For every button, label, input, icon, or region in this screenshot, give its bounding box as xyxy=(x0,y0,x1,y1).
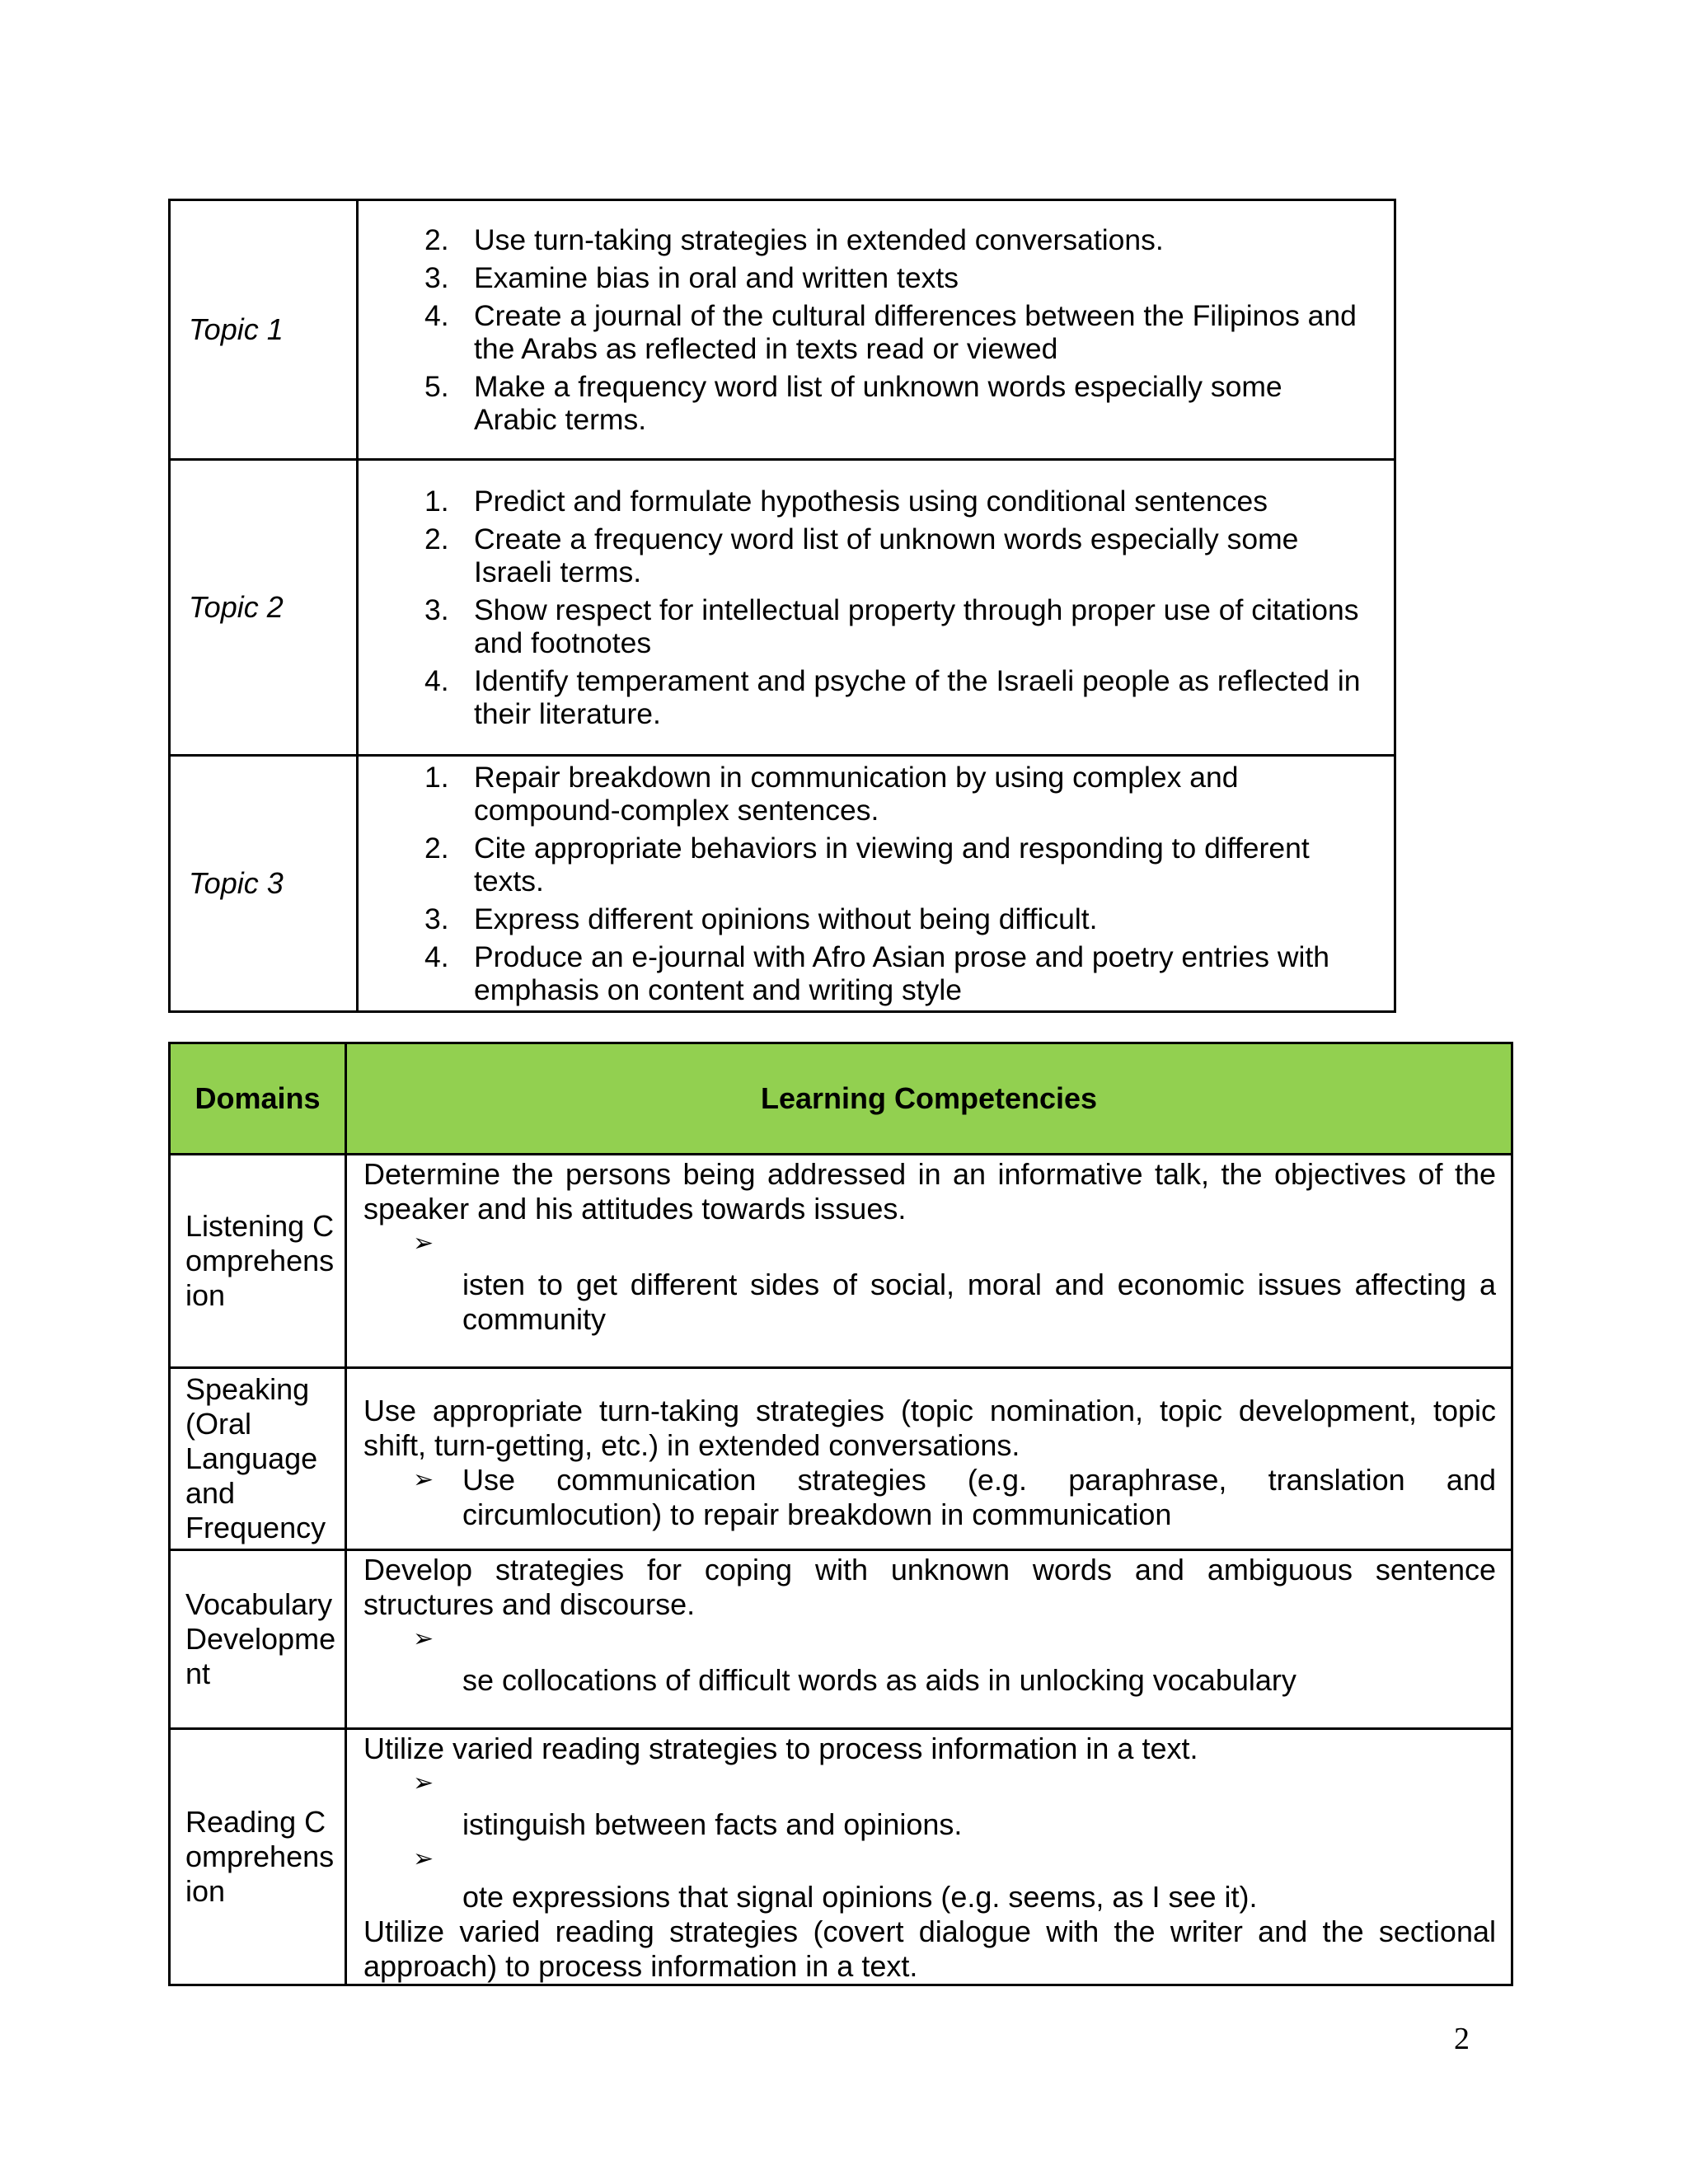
domains-table xyxy=(168,1042,1513,1986)
competency-item: 4. Create a journal of the cultural differences between the Filipinos and the Arabs as reflected in texts read or viewed xyxy=(424,299,1357,365)
topic-competencies xyxy=(358,460,1395,756)
header-learning-competencies: Learning Competencies xyxy=(346,1043,1512,1155)
topic-row xyxy=(170,460,1395,756)
competency-item: 2. Create a frequency word list of unknown words especially some Israeli terms. xyxy=(424,523,1299,588)
bullet-item xyxy=(363,1463,1496,1532)
topic-label: Topic 2 xyxy=(170,460,358,756)
bullet-item xyxy=(363,1226,1496,1337)
domain-competencies xyxy=(346,1368,1512,1550)
competency-item: 3. Examine bias in oral and written texts xyxy=(424,261,959,294)
arrow-bullet-icon: ➢ xyxy=(413,1845,434,1872)
competency-text: Develop strategies for coping with unknown words and ambiguous sentence structures and discourse. xyxy=(363,1553,1496,1621)
domain-row-vocabulary xyxy=(170,1550,1512,1729)
topic-row xyxy=(170,200,1395,460)
domain-row-listening xyxy=(170,1155,1512,1368)
competency-text: Utilize varied reading strategies to process information in a text. xyxy=(363,1732,1198,1765)
domain-competencies xyxy=(346,1550,1512,1729)
domains-header-row xyxy=(170,1043,1512,1155)
domain-name: Listening Comprehension xyxy=(170,1155,346,1368)
competency-list xyxy=(359,223,1394,436)
competency-item: 4. Produce an e-journal with Afro Asian prose and poetry entries with emphasis on content and writing style xyxy=(424,940,1329,1006)
competency-text: Determine the persons being addressed in an informative talk, the objectives of the speaker and his attitudes towards issues. xyxy=(363,1157,1496,1226)
bullet-text: se collocations of difficult words as aids in unlocking vocabulary xyxy=(462,1663,1296,1697)
domain-name: Speaking (Oral Language and Frequency xyxy=(170,1368,346,1550)
competency-item: 2. Cite appropriate behaviors in viewing and responding to different texts. xyxy=(424,832,1310,898)
arrow-bullet-icon: ➢ xyxy=(413,1230,434,1257)
arrow-bullet-icon: ➢ xyxy=(413,1466,434,1493)
topic-competencies xyxy=(358,200,1395,460)
competency-list xyxy=(359,485,1394,730)
competency-item: 3. Express different opinions without being difficult. xyxy=(424,902,1098,935)
domain-name: Vocabulary Development xyxy=(170,1550,346,1729)
topics-table xyxy=(168,199,1396,1013)
competency-text: Utilize varied reading strategies (covert dialogue with the writer and the sectional approach) to process information in a text. xyxy=(363,1915,1496,1983)
bullet-item xyxy=(363,1842,1496,1915)
competency-item: 3. Show respect for intellectual property through proper use of citations and footnotes xyxy=(424,593,1359,659)
arrow-bullet-icon: ➢ xyxy=(413,1625,434,1652)
page-number: 2 xyxy=(1454,2022,1470,2056)
bullet-item xyxy=(363,1622,1496,1698)
bullet-text: isten to get different sides of social, moral and economic issues affecting a community xyxy=(462,1268,1496,1336)
competency-item: 1. Repair breakdown in communication by using complex and compound-complex sentences. xyxy=(424,761,1239,827)
domain-name: Reading Comprehension xyxy=(170,1729,346,1985)
competency-text: Use appropriate turn-taking strategies (topic nomination, topic development, topic shift, turn-getting, etc.) in extended conversations. xyxy=(363,1394,1496,1462)
topic-row xyxy=(170,756,1395,1012)
arrow-bullet-icon: ➢ xyxy=(413,1769,434,1797)
bullet-text: istinguish between facts and opinions. xyxy=(462,1807,963,1841)
competency-item: 5. Make a frequency word list of unknown words especially some Arabic terms. xyxy=(424,370,1282,436)
bullet-text: ote expressions that signal opinions (e.g. seems, as I see it). xyxy=(462,1880,1258,1914)
domain-row-reading xyxy=(170,1729,1512,1985)
competency-item: 4. Identify temperament and psyche of the Israeli people as reflected in their literature. xyxy=(424,664,1361,730)
domain-competencies xyxy=(346,1155,1512,1368)
topic-label: Topic 1 xyxy=(170,200,358,460)
topic-competencies xyxy=(358,756,1395,1012)
domain-competencies xyxy=(346,1729,1512,1985)
domain-row-speaking xyxy=(170,1368,1512,1550)
competency-item: 1. Predict and formulate hypothesis using conditional sentences xyxy=(424,485,1268,518)
competency-list xyxy=(359,761,1394,1006)
header-domains: Domains xyxy=(170,1043,346,1155)
competency-item: 2. Use turn-taking strategies in extended conversations. xyxy=(424,223,1164,256)
bullet-item xyxy=(363,1766,1496,1842)
bullet-text: Use communication strategies (e.g. paraphrase, translation and circumlocution) to repair breakdown in communication xyxy=(462,1463,1496,1531)
topic-label: Topic 3 xyxy=(170,756,358,1012)
